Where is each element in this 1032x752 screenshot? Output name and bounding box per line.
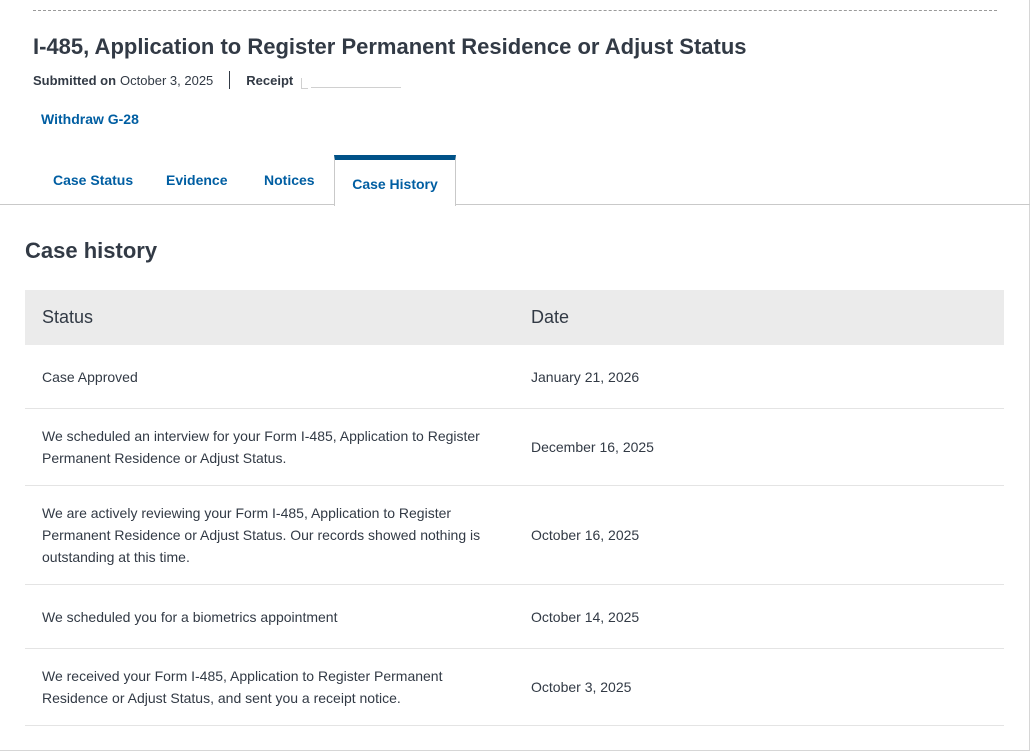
table-row (25, 345, 1004, 409)
column-header-date: Date (531, 307, 570, 327)
dashed-divider (33, 10, 997, 11)
submitted-date: October 3, 2025 (120, 72, 214, 88)
case-history-title: Case history (25, 238, 158, 263)
row-status: We received your Form I-485, Application to Register Permanent Residence or Adjust Status, and sent you a receipt notice. (42, 668, 443, 706)
row-status: Case Approved (42, 368, 138, 385)
row-status: We are actively reviewing your Form I-485, Application to Register Permanent Residence or Adjust Status. Our records showed nothing is outstanding at this time. (42, 505, 481, 565)
table-row (25, 649, 1004, 726)
receipt-label: Receipt (246, 72, 294, 88)
table-row (25, 409, 1004, 486)
table-row (25, 585, 1004, 649)
row-date: October 3, 2025 (531, 679, 632, 695)
tab-case-history-label: Case History (352, 176, 438, 192)
case-history-table (25, 290, 1004, 726)
row-date: December 16, 2025 (531, 439, 654, 455)
tab-case-status[interactable]: Case Status (53, 172, 134, 188)
row-date: October 14, 2025 (531, 608, 640, 625)
case-title: I-485, Application to Register Permanent Residence or Adjust Status (33, 34, 747, 59)
tabs-divider (0, 204, 1030, 205)
row-date: January 21, 2026 (531, 368, 640, 385)
case-meta (33, 71, 401, 89)
submitted-label: Submitted on (33, 72, 117, 88)
withdraw-g28-link[interactable]: Withdraw G-28 (41, 111, 139, 127)
column-header-status: Status (42, 307, 94, 327)
table-header (25, 290, 1004, 345)
table-row (25, 486, 1004, 585)
tab-case-history[interactable] (334, 155, 456, 206)
row-date: October 16, 2025 (531, 527, 640, 543)
row-status: We scheduled an interview for your Form I-485, Application to Register Permanent Residence or Adjust Status. (42, 428, 480, 466)
meta-separator (229, 71, 230, 89)
tab-notices[interactable]: Notices (264, 172, 315, 188)
tab-evidence[interactable]: Evidence (166, 172, 228, 188)
row-status: We scheduled you for a biometrics appointment (42, 608, 338, 625)
receipt-number-redacted (311, 76, 401, 88)
